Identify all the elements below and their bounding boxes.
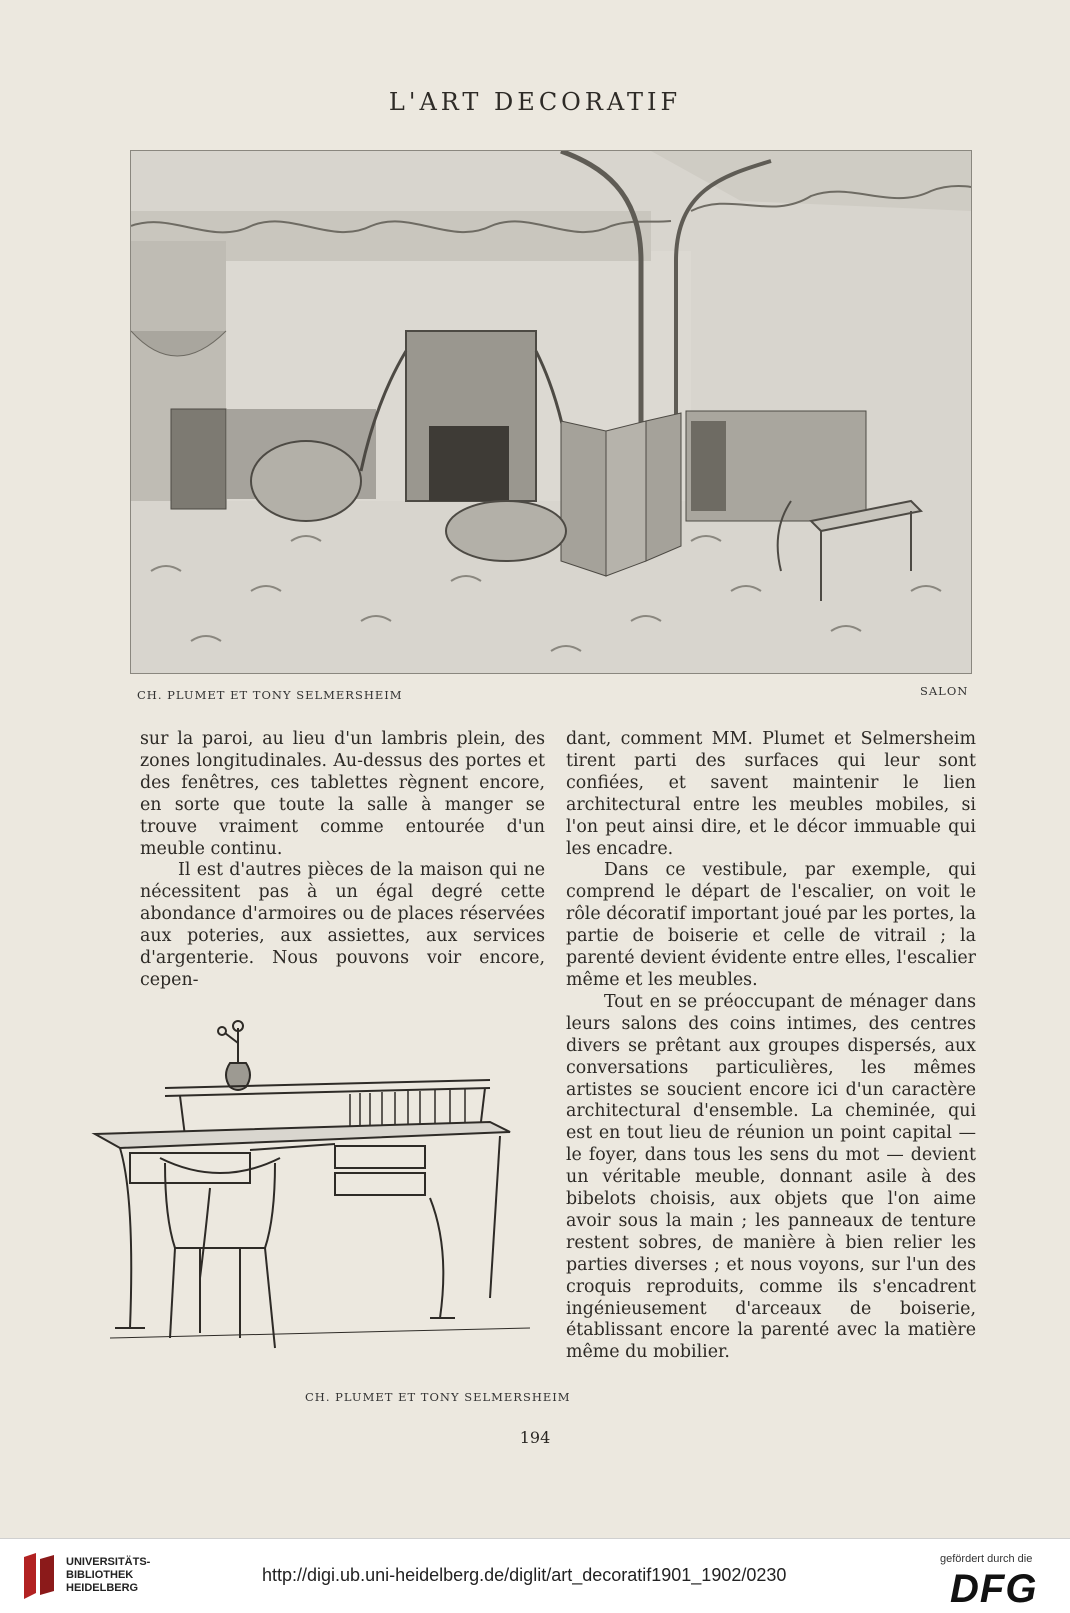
text-column-right: [566, 729, 976, 1364]
salon-caption-title: SALON: [920, 684, 969, 698]
funded-by-label: gefördert durch die: [940, 1553, 1033, 1565]
university-name: UNIVERSITÄTS- BIBLIOTHEK HEIDELBERG: [66, 1556, 151, 1594]
paragraph: Tout en se préoccupant de ménager dans leurs salons des coins intimes, des centres divers se prêtant aux groupes dispersés, aux conversations particulières, les mêmes artistes se soucient encore ici d'un caractère architectural d'ensemble. La cheminée, qui est en tout lieu de réunion un point capital — le foyer, dans tous les sens du mot — devient un véritable meuble, donnant asile à des bibelots choisis, aux objets que l'on aime avoir sous la main ; les panneaux de tenture restent sobres, de manière à bien relier les parties diverses ; et nous voyons, sur l'un des croquis reproduits, comme ils s'encadrent ingénieusement d'arceaux de boiserie, établissant encore la parenté avec la matière même du mobilier.: [566, 991, 976, 1363]
digital-library-url[interactable]: http://digi.ub.uni-heidelberg.de/diglit/art_decoratif1901_1902/0230: [262, 1565, 787, 1585]
paragraph: dant, comment MM. Plumet et Selmersheim tirent parti des surfaces qui leur sont confiées, et savent maintenir le lien architectural entre les meubles mobiles, si l'on peut ainsi dire, et le décor immuable qui les encadre.: [566, 729, 976, 859]
salon-illustration: [130, 150, 972, 674]
university-logo-icon: [20, 1553, 60, 1599]
salon-caption-artists: CH. PLUMET ET TONY SELMERSHEIM: [137, 688, 403, 702]
page-number: 194: [519, 1428, 551, 1447]
footer-bar: [0, 1538, 1070, 1613]
desk-illustration: [90, 1018, 560, 1358]
running-title: L'ART DECORATIF: [388, 88, 682, 116]
paragraph: Il est d'autres pièces de la maison qui ne nécessitent pas à un égal degré cette abondance d'armoires ou de places réservées aux poteries, aux assiettes, aux services d'argenterie. Nous pouvons voir encore, cepen-: [140, 860, 545, 990]
paragraph: sur la paroi, au lieu d'un lambris plein, des zones longitudinales. Au-dessus des portes et des fenêtres, ces tablettes règnent encore, en sorte que toute la salle à manger se trouve vraiment comme entourée d'un meuble continu.: [140, 729, 545, 859]
dfg-logo: DFG: [950, 1567, 1038, 1611]
paragraph: Dans ce vestibule, par exemple, qui comprend le départ de l'escalier, on voit le rôle décoratif important joué par les portes, la partie de boiserie et celle de vitrail ; la parenté devient évidente entre elles, l'escalier même et les meubles.: [566, 860, 976, 990]
desk-caption: CH. PLUMET ET TONY SELMERSHEIM: [305, 1390, 571, 1404]
text-column-left: [140, 729, 545, 992]
